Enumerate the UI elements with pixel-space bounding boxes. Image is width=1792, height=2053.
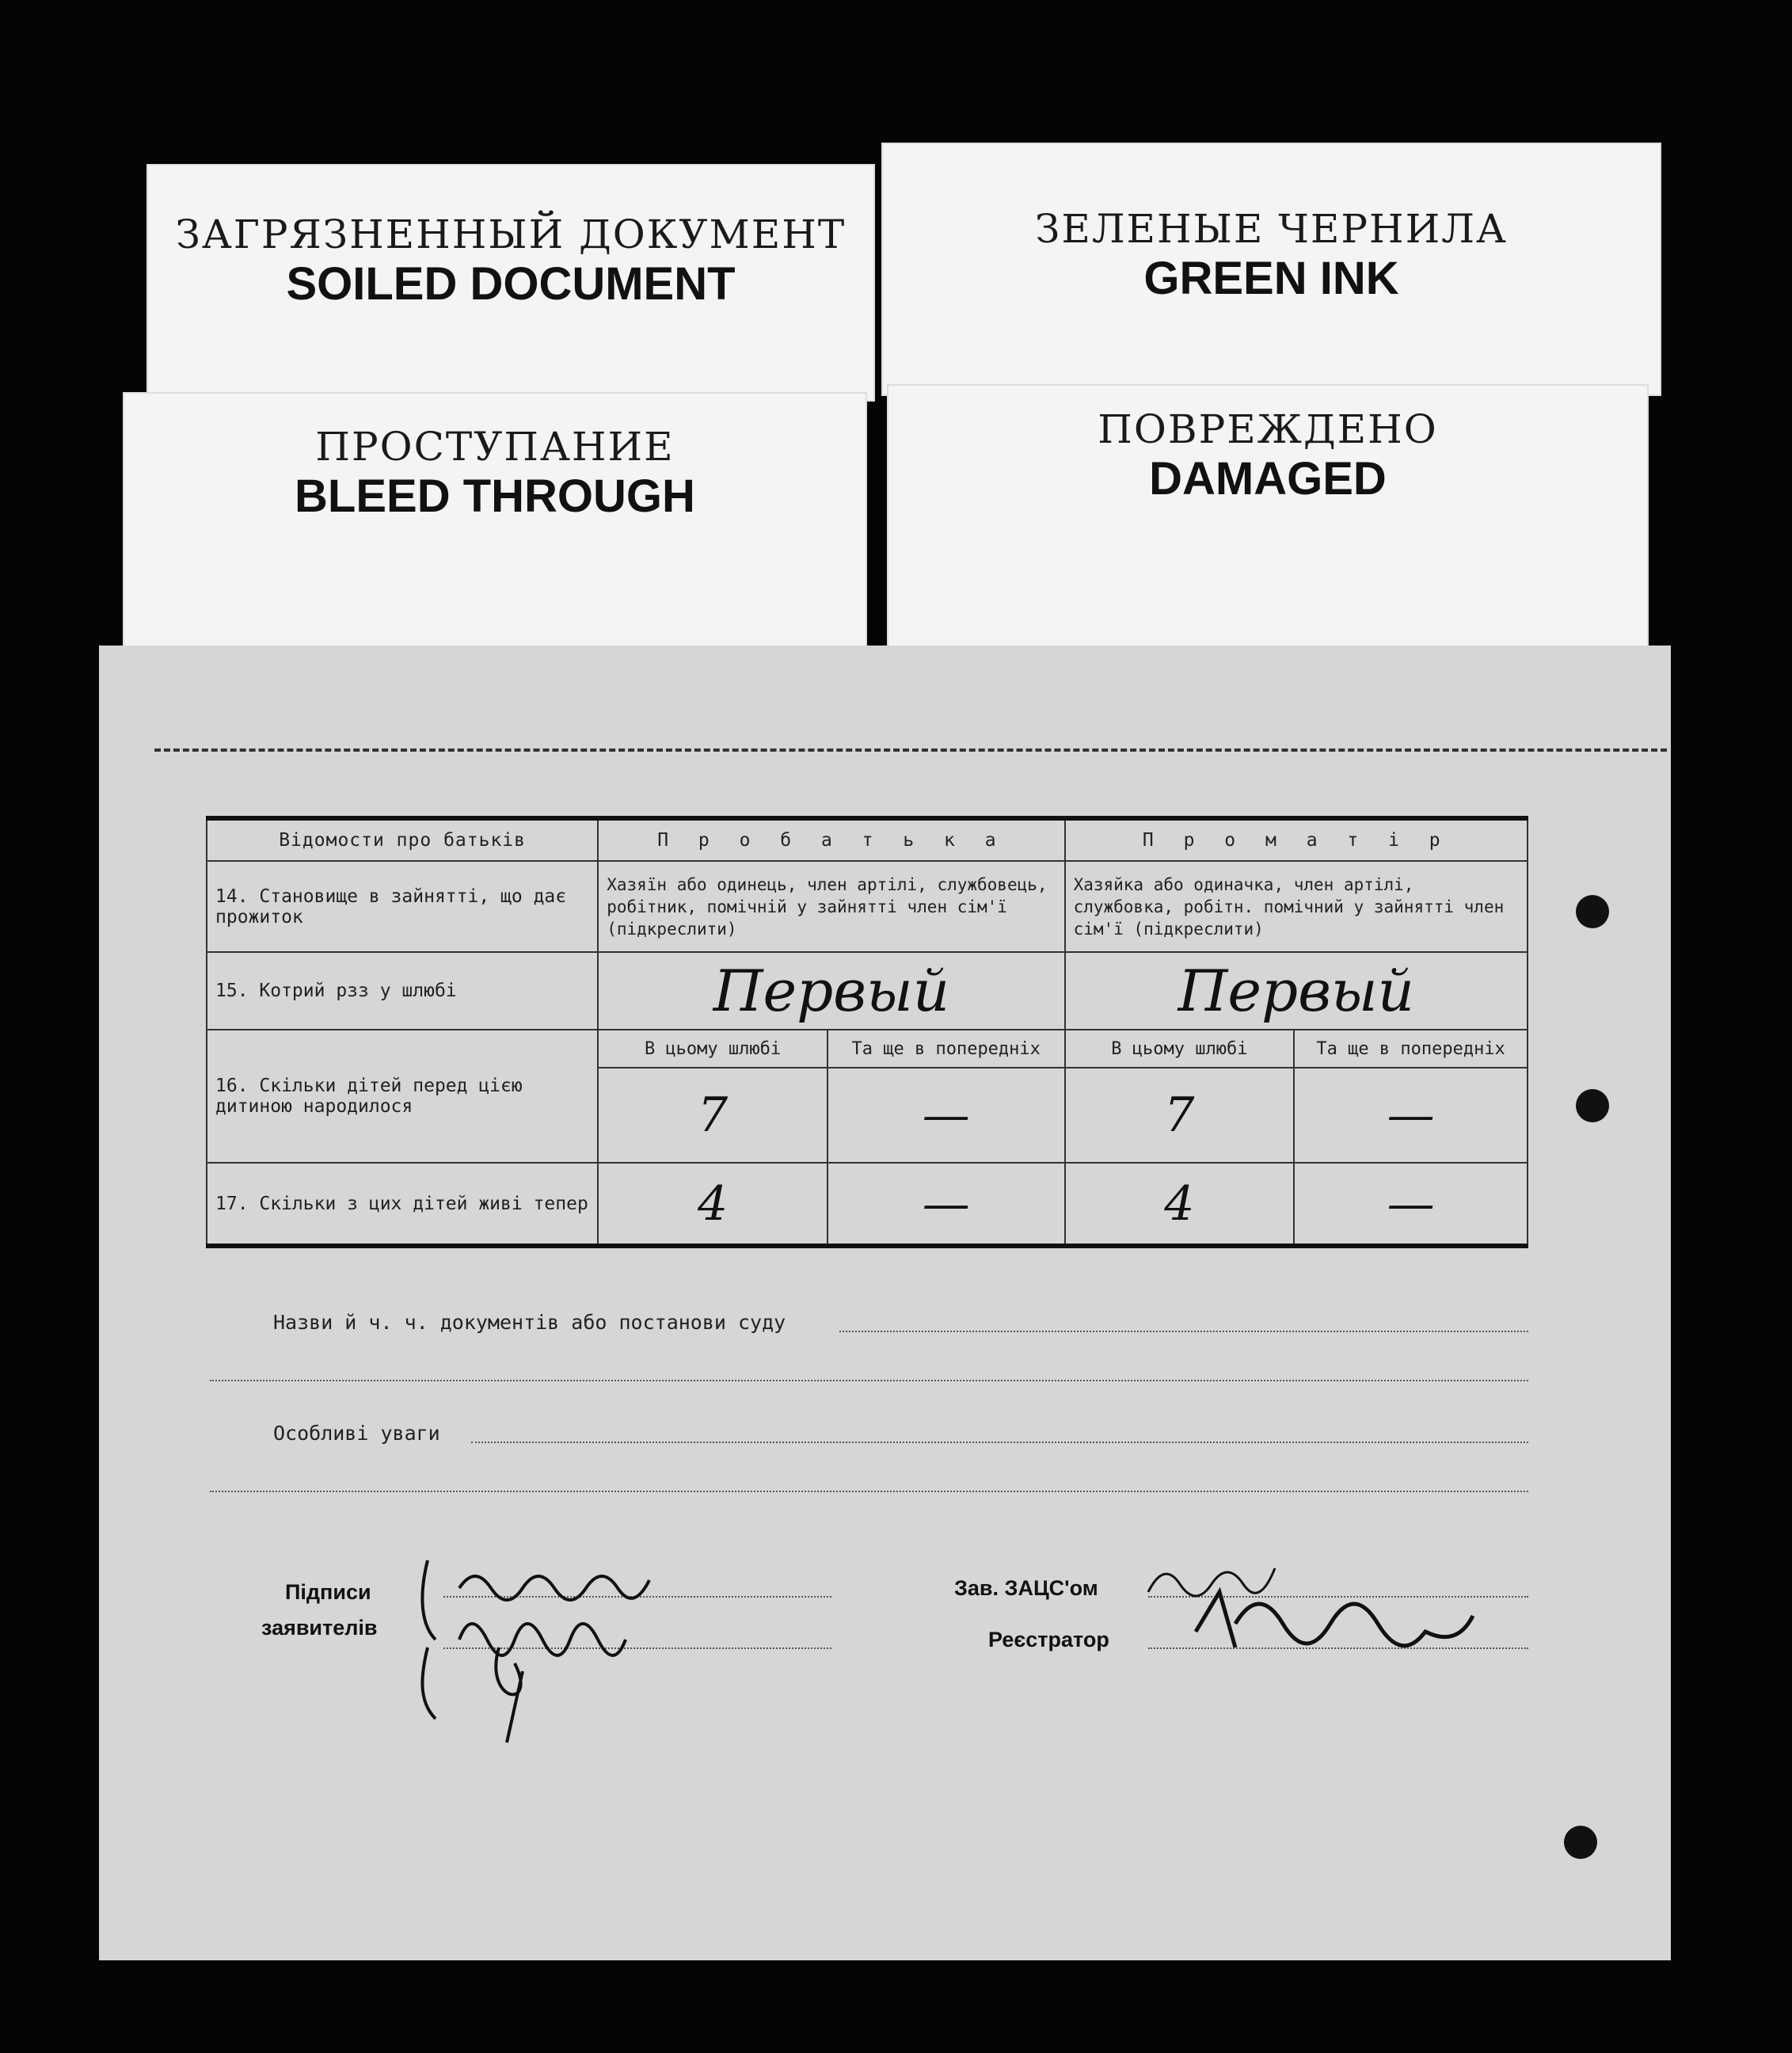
signatures-label: Підписи [285, 1580, 371, 1604]
row16-label: 16. Скільки дітей перед цією дитиною народилося [207, 1030, 598, 1163]
row17-c: 4 [1065, 1163, 1295, 1246]
applicants-label: заявителів [261, 1616, 378, 1640]
row16-b: — [828, 1068, 1065, 1163]
punch-hole [1576, 1089, 1609, 1122]
official-signatures [1140, 1552, 1520, 1671]
row16-a: 7 [598, 1068, 828, 1163]
header-mother: П р о м а т і р [1065, 818, 1528, 861]
parents-info-table [206, 816, 1528, 1248]
row17-d: — [1294, 1163, 1528, 1246]
row14-label: 14. Становище в зайнятті, що дає прожиток [207, 861, 598, 952]
row17-label: 17. Скільки з цих дітей живі тепер [207, 1163, 598, 1246]
sub-this-marriage-mother: В цьому шлюбі [1065, 1030, 1295, 1068]
damaged-en-label: DAMAGED [1149, 453, 1387, 505]
row15-father-handwritten: Первый [598, 952, 1064, 1030]
row17-a: 4 [598, 1163, 828, 1246]
applicant-signatures [412, 1545, 713, 1758]
notes-label: Особливі уваги [273, 1422, 440, 1445]
tear-line [154, 748, 1667, 752]
row15-label: 15. Котрий рзз у шлюбі [207, 952, 598, 1030]
damaged-ru-label: ПОВРЕЖДЕНО [1098, 406, 1438, 452]
row16-d: — [1294, 1068, 1528, 1163]
head-zags-label: Зав. ЗАЦС'ом [954, 1576, 1098, 1600]
green-ru-label: ЗЕЛЕНЫЕ ЧЕРНИЛА [1035, 206, 1508, 252]
row17-b: — [828, 1163, 1065, 1246]
soiled-en-label: SOILED DOCUMENT [286, 258, 736, 310]
soiled-ru-label: ЗАГРЯЗНЕННЫЙ ДОКУМЕНТ [175, 211, 847, 257]
bleed-ru-label: ПРОСТУПАНИЕ [315, 424, 675, 470]
green-en-label: GREEN INK [1143, 253, 1399, 304]
row14-father: Хазяїн або одинець, член артілі, службовець, робітник, помічній у зайнятті член сім'ї (підкреслити) [598, 861, 1064, 952]
punch-hole [1576, 895, 1609, 928]
damaged-card [887, 384, 1649, 653]
bleed-en-label: BLEED THROUGH [295, 470, 695, 522]
sub-this-marriage-father: В цьому шлюбі [598, 1030, 828, 1068]
sub-previous-father: Та ще в попередніх [828, 1030, 1065, 1068]
row16-c: 7 [1065, 1068, 1295, 1163]
registrar-label: Реєстратор [988, 1628, 1109, 1651]
notes-line-2 [210, 1491, 1528, 1492]
header-father: П р о б а т ь к а [598, 818, 1064, 861]
documents-line [839, 1331, 1528, 1332]
row15-mother-handwritten: Первый [1065, 952, 1528, 1030]
green-ink-card [881, 143, 1661, 396]
notes-line [471, 1442, 1528, 1443]
documents-label: Назви й ч. ч. документів або постанови суду [273, 1311, 786, 1334]
bleed-through-card [123, 392, 867, 653]
row14-mother: Хазяйка або одиначка, член артілі, службовка, робітн. помічний у зайнятті член сім'ї (підкреслити) [1065, 861, 1528, 952]
punch-hole [1564, 1826, 1597, 1859]
header-parents-info: Відомости про батьків [207, 818, 598, 861]
documents-line-2 [210, 1380, 1528, 1381]
soiled-document-card [146, 164, 875, 402]
sub-previous-mother: Та ще в попередніх [1294, 1030, 1528, 1068]
